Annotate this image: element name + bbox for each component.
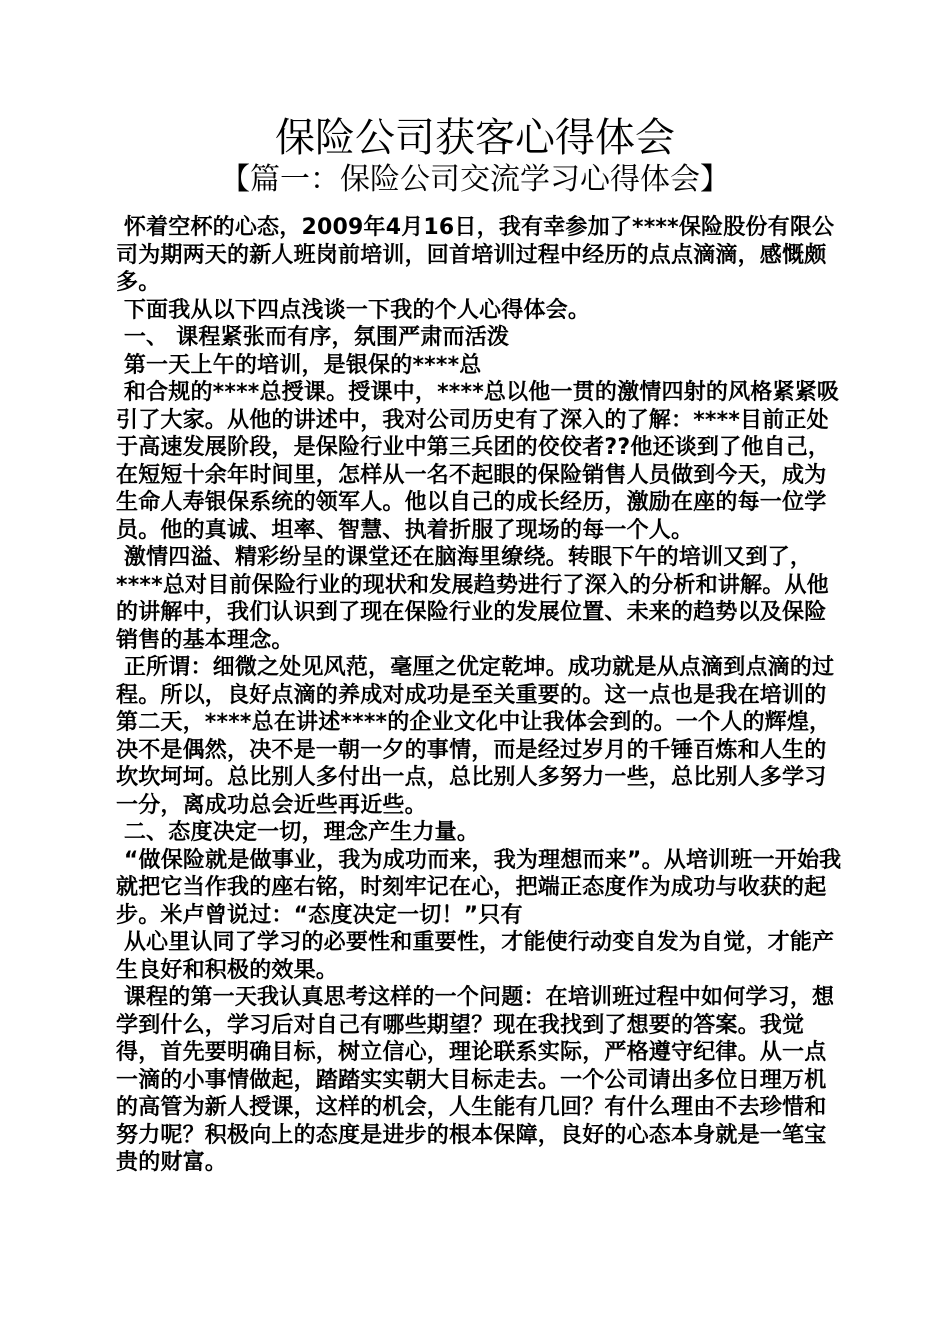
document-body <box>116 214 846 1177</box>
paragraph: 课程的第一天我认真思考这样的一个问题：在培训班过程中如何学习，想学到什么，学习后对自己有哪些期望？现在我找到了想要的答案。我觉得，首先要明确目标，树立信心，理论联系实际，严格遵守纪律。从一点一滴的小事情做起，踏踏实实朝大目标走去。一个公司请出多位日理万机的高管为新人授课，这样的机会，人生能有几回？有什么理由不去珍惜和努力呢？积极向上的态度是进步的根本保障，良好的心态本身就是一笔宝贵的财富。 <box>116 985 835 1175</box>
paragraph: 怀着空杯的心态，2009年4月16日，我有幸参加了****保险股份有限公司为期两天的新人班岗前培训，回首培训过程中经历的点点滴滴，感慨颇多。 <box>116 215 835 295</box>
paragraph: 正所谓：细微之处见风范，毫厘之优定乾坤。成功就是从点滴到点滴的过程。所以，良好点滴的养成对成功是至关重要的。这一点也是我在培训的第二天，****总在讲述****的企业文化中让我体会到的。一个人的辉煌，决不是偶然，决不是一朝一夕的事情，而是经过岁月的千锤百炼和人生的坎坎坷坷。总比别人多付出一点，总比别人多努力一些，总比别人多学习一分，离成功总会近些再近些。 <box>116 655 835 818</box>
paragraph: 从心里认同了学习的必要性和重要性，才能使行动变自发为自觉，才能产生良好和积极的效果。 <box>116 930 835 983</box>
paragraph: “做保险就是做事业，我为成功而来，我为理想而来”。从培训班一开始我就把它当作我的座右铭，时刻牢记在心，把端正态度作为成功与收获的起步。米卢曾说过：“态度决定一切！”只有 <box>116 847 842 928</box>
paragraph: 下面我从以下四点浅谈一下我的个人心得体会。 <box>116 297 591 323</box>
paragraph: 第一天上午的培训，是银保的****总 <box>116 352 482 378</box>
paragraph: 激情四溢、精彩纷呈的课堂还在脑海里缭绕。转眼下午的培训又到了，****总对目前保险行业的现状和发展趋势进行了深入的分析和讲解。从他的讲解中，我们认识到了现在保险行业的发展位置、未来的趋势以及保险销售的基本理念。 <box>116 545 829 653</box>
section-heading: 一、 课程紧张而有序，氛围严肃而活泼 <box>116 325 510 350</box>
document-subtitle: 【篇一：保险公司交流学习心得体会】 <box>220 162 730 197</box>
document-title: 保险公司获客心得体会 <box>275 115 675 161</box>
paragraph: 和合规的****总授课。授课中，****总以他一贯的激情四射的风格紧紧吸引了大家。从他的讲述中，我对公司历史有了深入的了解：****目前正处于高速发展阶段，是保险行业中第三兵团的佼佼者??他还谈到了他自己，在短短十余年时间里，怎样从一名不起眼的保险销售人员做到今天，成为生命人寿银保系统的领军人。他以自己的成长经历，激励在座的每一位学员。他的真诚、坦率、智慧、执着折服了现场的每一个人。 <box>116 380 840 543</box>
section-heading: 二、态度决定一切，理念产生力量。 <box>116 820 480 845</box>
